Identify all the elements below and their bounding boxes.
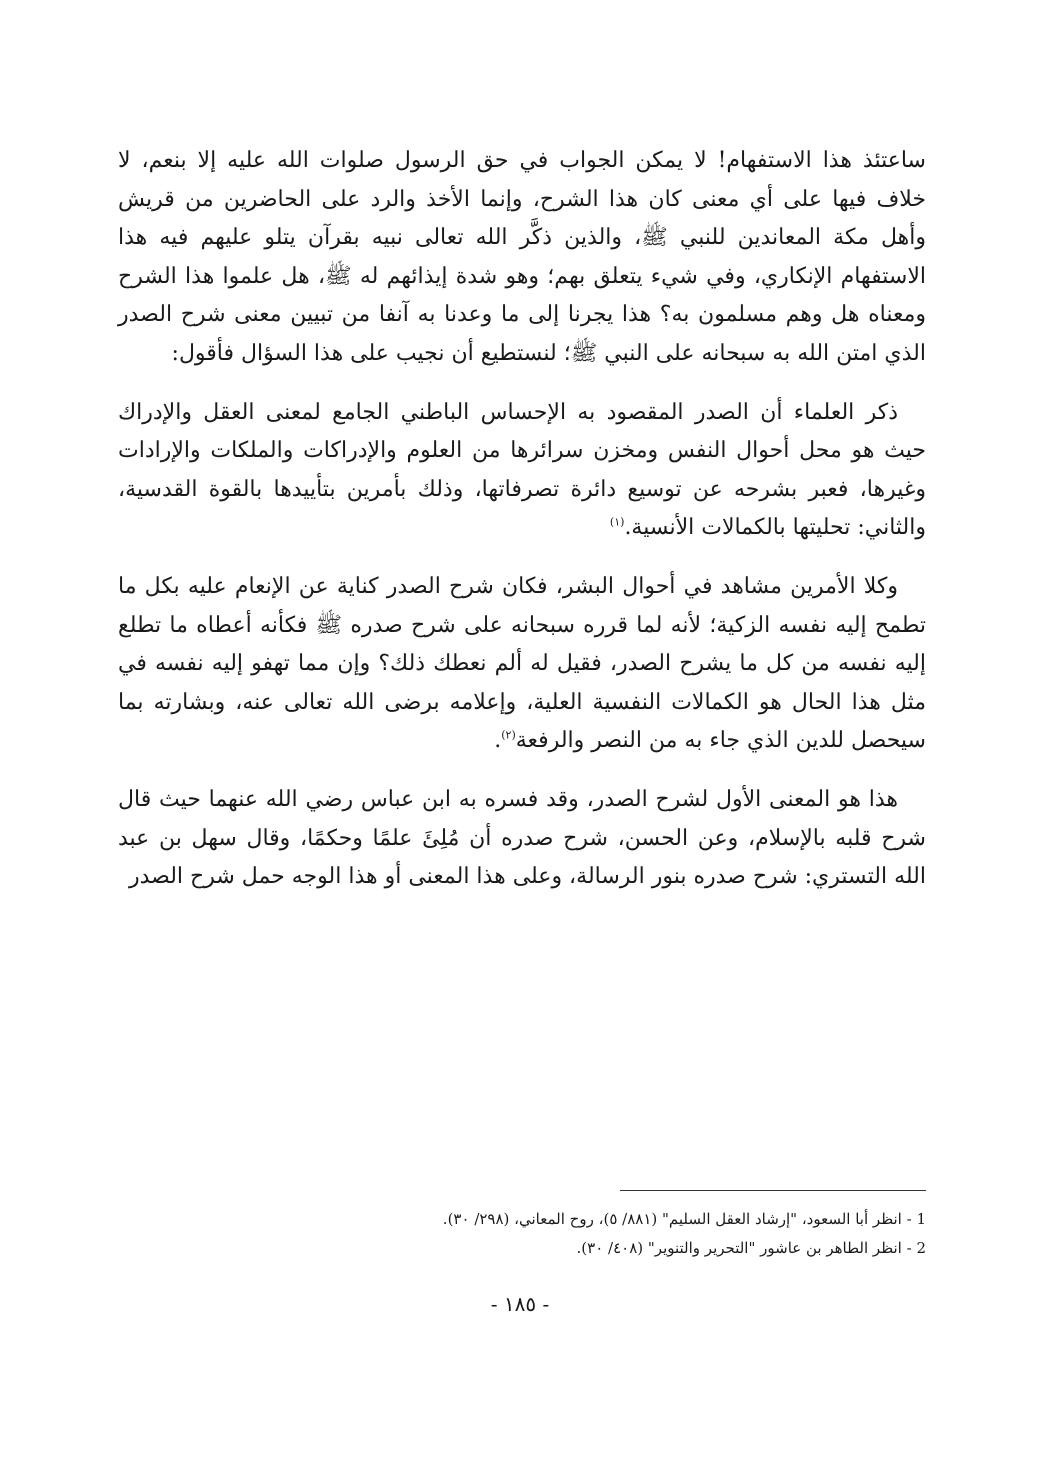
paragraph-1-text: ساعتئذ هذا الاستفهام! لا يمكن الجواب في حق الرسول صلوات الله عليه إلا بنعم، لا خلاف فيها على أي معنى كان هذا الشرح، وإنما الأخذ والرد على الحاضرين من قريش وأهل مكة المعاندين للنبي ﷺ، والذين ذكَّر الله تعالى نبيه بقرآن يتلو عليهم فيه هذا الاستفهام الإنكاري، وفي شيء يتعلق بهم؛ وهو شدة إيذائهم له ﷺ، هل علموا هذا الشرح ومعناه هل وهم مسلمون به؟ هذا يجرنا إلى ما وعدنا به آنفا من تبيين معنى شرح الصدر الذي امتن الله به سبحانه على النبي ﷺ؛ لنستطيع أن نجيب على هذا السؤال فأقول: xyxy=(118,148,926,366)
footnote-ref-2: (٢) xyxy=(501,728,516,742)
footnote-separator xyxy=(620,1190,926,1191)
footnote-1: 1 - انظر أبا السعود، "إرشاد العقل السليم" (٨٨١/ ٥)، روح المعاني، (٢٩٨/ ٣٠). xyxy=(442,1210,926,1228)
page-number: - ١٨٥ - xyxy=(490,1292,550,1316)
footnote-2: 2 - انظر الطاهر بن عاشور "التحرير والتنوير" (٤٠٨/ ٣٠). xyxy=(576,1239,926,1257)
body-text xyxy=(118,142,926,917)
paragraph-3 xyxy=(118,568,926,761)
footnote-ref-1: (١) xyxy=(609,516,625,530)
paragraph-3-text: وكلا الأمرين مشاهد في أحوال البشر، فكان شرح الصدر كناية عن الإنعام عليه بكل ما تطمح إليه نفسه الزكية؛ لأنه لما قرره سبحانه على شرح صدره ﷺ فكأنه أعطاه ما تطلع إليه نفسه من كل ما يشرح الصدر، فقيل له ألم نعطك ذلك؟ وإن مما تهفو إليه نفسه في مثل هذا الحال هو الكمالات النفسية العلية، وإعلامه برضى الله تعالى عنه، وبشارته بما سيحصل للدين الذي جاء به من النصر والرفعة xyxy=(118,573,926,754)
footnotes xyxy=(118,1205,926,1263)
paragraph-4-text: هذا هو المعنى الأول لشرح الصدر، وقد فسره به ابن عباس رضي الله عنهما حيث قال شرح قلبه بالإسلام، وعن الحسن، شرح صدره أن مُلِئَ علمًا وحكمًا، وقال سهل بن عبد الله التستري: شرح صدره بنور الرسالة، وعلى هذا المعنى أو هذا الوجه حمل شرح الصدر xyxy=(118,786,926,890)
paragraph-2-text: ذكر العلماء أن الصدر المقصود به الإحساس الباطني الجامع لمعنى العقل والإدراك حيث هو محل أحوال النفس ومخزن سرائرها من العلوم والإدراكات والملكات والإرادات وغيرها، فعبر بشرحه عن توسيع دائرة تصرفاتها، وذلك بأمرين بتأييدها بالقوة القدسية، والثاني: تحليتها بالكمالات الأنسية. xyxy=(118,399,926,541)
paragraph-1 xyxy=(118,142,926,374)
paragraph-3-tail: . xyxy=(494,728,502,754)
paragraph-2 xyxy=(118,394,926,548)
paragraph-4 xyxy=(118,781,926,897)
